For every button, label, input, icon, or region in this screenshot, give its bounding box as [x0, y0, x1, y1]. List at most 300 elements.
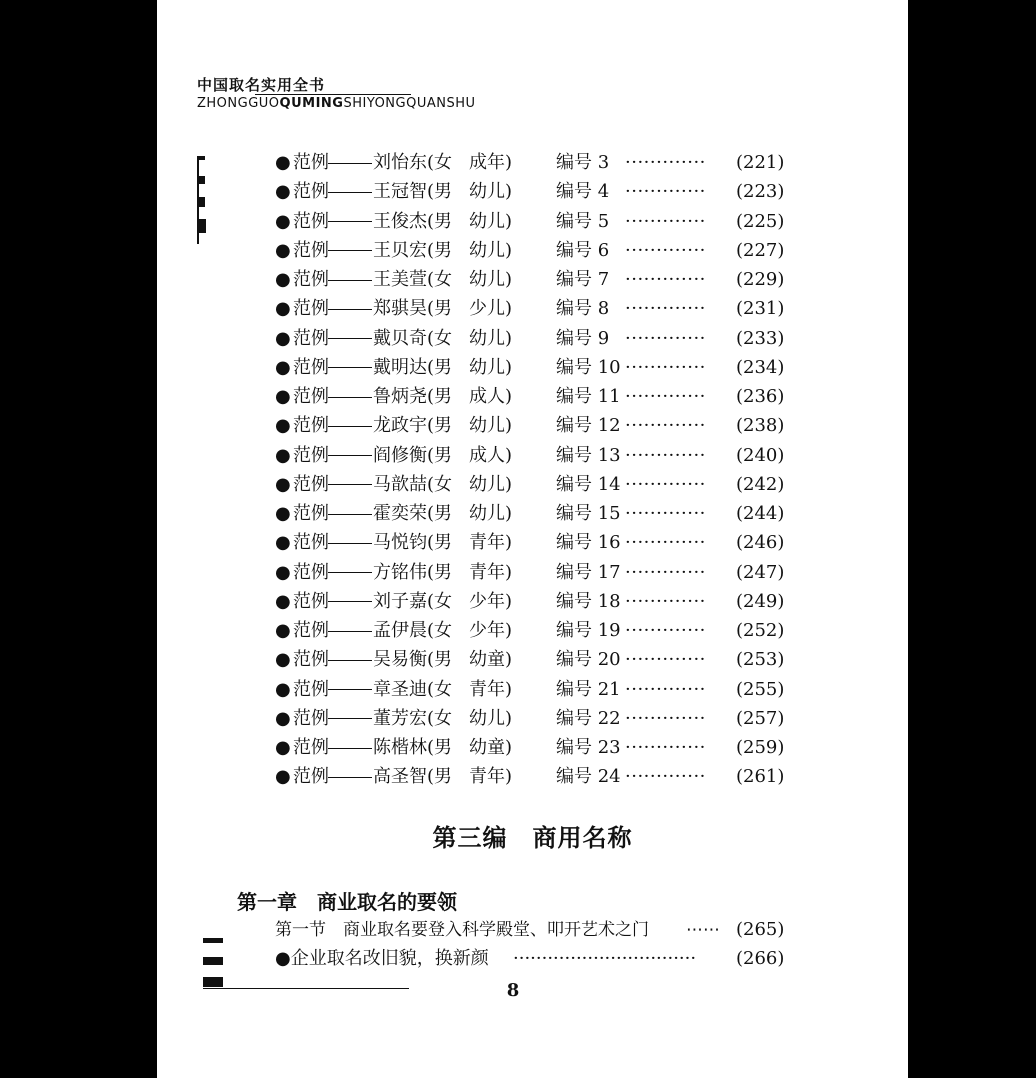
toc-page-number: 234	[743, 356, 778, 378]
toc-entry-age: 幼儿)	[469, 473, 513, 495]
em-dash	[328, 777, 372, 778]
toc-entry-page: (229)	[736, 269, 785, 290]
toc-entry-gender: (女	[427, 473, 453, 495]
toc-entry-label: 范例	[293, 356, 329, 378]
toc-page-number: 257	[743, 707, 778, 729]
leader-dots: ·············	[625, 444, 706, 466]
header-pinyin-part3: SHIYONGQUANSHU	[343, 96, 476, 111]
section-entry	[275, 917, 795, 943]
toc-entry-page: (249)	[736, 590, 785, 612]
toc-entry-age: 幼童)	[469, 737, 513, 758]
toc-page-number: 236	[743, 386, 778, 407]
em-dash	[328, 660, 372, 661]
age-value: 青年	[469, 766, 505, 788]
em-dash	[328, 192, 372, 193]
bullet-icon: ●	[275, 590, 291, 612]
age-value: 少儿	[469, 298, 505, 320]
toc-entry-name: 董芳宏	[373, 707, 427, 729]
bullet-icon: ●	[275, 649, 291, 671]
toc-page-number: 225	[743, 210, 778, 232]
age-value: 成人	[469, 444, 505, 466]
toc-entry-code: 编号 15	[556, 503, 621, 524]
toc-entry-page: (221)	[736, 152, 785, 173]
gender-value: 男	[434, 561, 453, 583]
gender-value: 男	[434, 415, 453, 437]
toc-page-number: 242	[743, 473, 778, 495]
age-value: 幼儿	[469, 327, 505, 349]
em-dash	[328, 572, 372, 573]
toc-entry-age: 幼儿)	[469, 181, 513, 203]
bullet-icon: ●	[275, 210, 291, 232]
toc-entry-label: 范例	[293, 707, 329, 729]
em-dash	[328, 250, 372, 251]
toc-entry-age: 幼儿)	[469, 239, 513, 261]
toc-entry-name: 方铭伟	[373, 561, 427, 583]
toc-entry	[275, 238, 785, 264]
leader-dots: ·············	[625, 620, 706, 641]
toc-entry-gender: (男	[427, 766, 453, 788]
toc-entry-gender: (男	[427, 503, 453, 524]
book-page	[157, 0, 908, 1078]
toc-entry-age: 幼儿)	[469, 415, 513, 437]
toc-entry-gender: (男	[427, 649, 453, 671]
leader-dots: ································	[513, 948, 697, 969]
toc-entry	[275, 735, 785, 761]
em-dash	[328, 543, 372, 544]
leader-dots: ·············	[625, 327, 706, 349]
leader-dots: ·············	[625, 269, 706, 290]
section-page-number: 265	[743, 919, 778, 940]
em-dash	[328, 367, 372, 368]
gender-value: 男	[434, 503, 453, 524]
page-number: 8	[506, 980, 520, 1001]
toc-page-number: 253	[743, 649, 778, 671]
bullet-icon: ●	[275, 444, 291, 466]
bullet-icon: ●	[275, 298, 291, 320]
toc-entry	[275, 413, 785, 439]
em-dash	[328, 484, 372, 485]
toc-entry-code: 编号 22	[556, 707, 621, 729]
em-dash	[328, 163, 372, 164]
toc-entry-code: 编号 17	[556, 561, 621, 583]
bullet-icon: ●	[275, 239, 291, 261]
gender-value: 男	[434, 181, 453, 203]
toc-entry	[275, 560, 785, 586]
toc-page-number: 233	[743, 327, 778, 349]
bullet-icon: ●	[275, 948, 291, 969]
toc-entry	[275, 706, 785, 732]
bullet-icon: ●	[275, 532, 291, 554]
toc-entry-gender: (男	[427, 210, 453, 232]
toc-entry-age: 成人)	[469, 386, 513, 407]
gender-value: 女	[434, 707, 453, 729]
toc-entry-code: 编号 7	[556, 269, 610, 290]
toc-page-number: 249	[743, 590, 778, 612]
toc-entry-age: 幼儿)	[469, 269, 513, 290]
gender-value: 男	[434, 766, 453, 788]
toc-entry-age: 幼儿)	[469, 707, 513, 729]
toc-entry-label: 范例	[293, 327, 329, 349]
side-mark-top-1	[197, 156, 205, 160]
toc-entry-gender: (男	[427, 737, 453, 758]
toc-page-number: 231	[743, 298, 778, 320]
toc-entry-age: 少儿)	[469, 298, 513, 320]
leader-dots: ·············	[625, 503, 706, 524]
toc-page-number: 244	[743, 503, 778, 524]
leader-dots: ·············	[625, 181, 706, 203]
toc-entry-code: 编号 24	[556, 766, 621, 788]
toc-page-number: 259	[743, 737, 778, 758]
leader-dots: ·············	[625, 239, 706, 261]
toc-entry-label: 范例	[293, 532, 329, 554]
toc-entry-name: 霍奕荣	[373, 503, 427, 524]
age-value: 幼儿	[469, 269, 505, 290]
leader-dots: ·············	[625, 356, 706, 378]
bullet-icon: ●	[275, 181, 291, 203]
em-dash	[328, 601, 372, 602]
toc-entry-name: 章圣迪	[373, 678, 427, 700]
gender-value: 男	[434, 239, 453, 261]
header-pinyin-part2: QUMING	[279, 96, 344, 111]
bullet-icon: ●	[275, 269, 291, 290]
em-dash	[328, 689, 372, 690]
toc-entry-code: 编号 19	[556, 620, 621, 641]
gender-value: 男	[434, 444, 453, 466]
toc-entry-page: (261)	[736, 766, 785, 788]
age-value: 青年	[469, 532, 505, 554]
age-value: 幼童	[469, 737, 505, 758]
em-dash	[328, 514, 372, 515]
toc-entry-page: (242)	[736, 473, 785, 495]
toc-entry-label: 范例	[293, 444, 329, 466]
toc-entry-gender: (女	[427, 590, 453, 612]
toc-entry-label: 范例	[293, 210, 329, 232]
toc-entry-page: (240)	[736, 444, 785, 466]
toc-entry-page: (233)	[736, 327, 785, 349]
toc-entry-name: 戴明达	[373, 356, 427, 378]
toc-entry-name: 陈楷林	[373, 737, 427, 758]
toc-entry	[275, 647, 785, 673]
toc-entry-label: 范例	[293, 678, 329, 700]
gender-value: 女	[434, 590, 453, 612]
toc-entry-code: 编号 18	[556, 590, 621, 612]
side-mark-bottom-1	[203, 938, 223, 943]
toc-entry-label: 范例	[293, 766, 329, 788]
em-dash	[328, 455, 372, 456]
toc-page-number: 238	[743, 415, 778, 437]
toc-entry-gender: (男	[427, 532, 453, 554]
toc-entry-page: (247)	[736, 561, 785, 583]
toc-entry-gender: (女	[427, 152, 453, 173]
age-value: 少年	[469, 590, 505, 612]
toc-entry-age: 青年)	[469, 678, 513, 700]
bullet-icon: ●	[275, 707, 291, 729]
gender-value: 女	[434, 327, 453, 349]
toc-entry-code: 编号 16	[556, 532, 621, 554]
toc-entry-name: 马歆喆	[373, 473, 427, 495]
age-value: 青年	[469, 678, 505, 700]
toc-entry-gender: (男	[427, 386, 453, 407]
toc-entry-label: 范例	[293, 473, 329, 495]
leader-dots: ·············	[625, 766, 706, 788]
toc-entry-label: 范例	[293, 561, 329, 583]
bullet-page-number: 266	[743, 948, 778, 969]
toc-entry	[275, 150, 785, 176]
toc-entry-name: 高圣智	[373, 766, 427, 788]
toc-entry-name: 刘怡东	[373, 152, 427, 173]
leader-dots: ·············	[625, 707, 706, 729]
toc-entry-page: (255)	[736, 678, 785, 700]
toc-entry	[275, 179, 785, 205]
em-dash	[328, 397, 372, 398]
age-value: 幼儿	[469, 503, 505, 524]
running-header-pinyin	[197, 96, 476, 111]
toc-entry-label: 范例	[293, 590, 329, 612]
bullet-icon: ●	[275, 386, 291, 407]
toc-entry	[275, 355, 785, 381]
toc-entry-age: 幼儿)	[469, 503, 513, 524]
bullet-entry-page: (266)	[736, 948, 785, 969]
age-value: 幼儿	[469, 415, 505, 437]
side-mark-top-4	[197, 219, 206, 233]
toc-entry-age: 少年)	[469, 620, 513, 641]
toc-entry-gender: (女	[427, 707, 453, 729]
toc-entry-code: 编号 13	[556, 444, 621, 466]
leader-dots: ·············	[625, 678, 706, 700]
gender-value: 男	[434, 386, 453, 407]
gender-value: 男	[434, 532, 453, 554]
em-dash	[328, 338, 372, 339]
toc-page-number: 229	[743, 269, 778, 290]
toc-entry-gender: (女	[427, 327, 453, 349]
toc-entry-code: 编号 20	[556, 649, 621, 671]
toc-entry	[275, 677, 785, 703]
em-dash	[328, 631, 372, 632]
toc-entry-label: 范例	[293, 269, 329, 290]
toc-entry-name: 孟伊晨	[373, 620, 427, 641]
running-header-title: 中国取名实用全书	[197, 76, 326, 94]
leader-dots: ·············	[625, 210, 706, 232]
toc-entry	[275, 209, 785, 235]
toc-entry-name: 吴易衡	[373, 649, 427, 671]
toc-entry-page: (238)	[736, 415, 785, 437]
gender-value: 男	[434, 649, 453, 671]
gender-value: 女	[434, 620, 453, 641]
leader-dots: ·············	[625, 649, 706, 671]
toc-entry-page: (244)	[736, 503, 785, 524]
toc-page-number: 252	[743, 620, 778, 641]
leader-dots: ⋯⋯	[686, 920, 720, 940]
toc-entry-code: 编号 23	[556, 737, 621, 758]
toc-entry-page: (252)	[736, 620, 785, 641]
toc-entry-age: 少年)	[469, 590, 513, 612]
toc-entry-label: 范例	[293, 239, 329, 261]
header-rule	[255, 94, 411, 95]
toc-entry-name: 王冠智	[373, 181, 427, 203]
toc-entry-gender: (女	[427, 620, 453, 641]
age-value: 幼儿	[469, 356, 505, 378]
toc-entry-name: 王俊杰	[373, 210, 427, 232]
toc-page-number: 223	[743, 181, 778, 203]
gender-value: 女	[434, 152, 453, 173]
toc-entry-gender: (女	[427, 269, 453, 290]
side-mark-top-3	[197, 197, 205, 207]
toc-entry-name: 阎修衡	[373, 444, 427, 466]
toc-entry	[275, 326, 785, 352]
toc-entry-page: (259)	[736, 737, 785, 758]
toc-entry-gender: (女	[427, 678, 453, 700]
em-dash	[328, 426, 372, 427]
gender-value: 男	[434, 356, 453, 378]
leader-dots: ·············	[625, 415, 706, 437]
toc-entry-gender: (男	[427, 415, 453, 437]
toc-entry-code: 编号 4	[556, 181, 610, 203]
toc-entry	[275, 589, 785, 615]
toc-entry-name: 郑骐昊	[373, 298, 427, 320]
age-value: 少年	[469, 620, 505, 641]
age-value: 幼童	[469, 649, 505, 671]
toc-page-number: 240	[743, 444, 778, 466]
bullet-entry-text: 企业取名改旧貌，换新颜	[290, 948, 489, 969]
toc-entry-label: 范例	[293, 503, 329, 524]
toc-entry-label: 范例	[293, 649, 329, 671]
bullet-entry	[275, 946, 795, 972]
toc-entry-age: 青年)	[469, 766, 513, 788]
toc-page-number: 221	[743, 152, 778, 173]
toc-entry	[275, 618, 785, 644]
toc-entry-page: (227)	[736, 239, 785, 261]
toc-entry-code: 编号 6	[556, 239, 610, 261]
toc-entry-code: 编号 11	[556, 386, 621, 407]
toc-page-number: 246	[743, 532, 778, 554]
toc-entry	[275, 267, 785, 293]
bullet-icon: ●	[275, 327, 291, 349]
toc-entry-name: 鲁炳尧	[373, 386, 427, 407]
em-dash	[328, 309, 372, 310]
leader-dots: ·············	[625, 561, 706, 583]
toc-entry	[275, 443, 785, 469]
toc-entry	[275, 764, 785, 790]
toc-entry	[275, 472, 785, 498]
leader-dots: ·············	[625, 152, 706, 173]
toc-entry-label: 范例	[293, 298, 329, 320]
toc-entry	[275, 530, 785, 556]
toc-entry-page: (253)	[736, 649, 785, 671]
age-value: 青年	[469, 561, 505, 583]
toc-entry-name: 王美萱	[373, 269, 427, 290]
section-entry-text: 第一节 商业取名要登入科学殿堂、叩开艺术之门	[275, 920, 649, 940]
leader-dots: ·············	[625, 386, 706, 407]
toc-entry-name: 刘子嘉	[373, 590, 427, 612]
age-value: 幼儿	[469, 210, 505, 232]
header-pinyin-part1: ZHONGGUO	[197, 96, 280, 111]
gender-value: 男	[434, 210, 453, 232]
toc-entry-page: (236)	[736, 386, 785, 407]
toc-entry-name: 王贝宏	[373, 239, 427, 261]
toc-entry-page: (234)	[736, 356, 785, 378]
toc-entry-code: 编号 8	[556, 298, 610, 320]
gender-value: 女	[434, 269, 453, 290]
toc-entry-page: (225)	[736, 210, 785, 232]
em-dash	[328, 221, 372, 222]
toc-entry-age: 成年)	[469, 152, 513, 173]
em-dash	[328, 718, 372, 719]
bullet-icon: ●	[275, 473, 291, 495]
toc-entry-code: 编号 10	[556, 356, 621, 378]
bullet-icon: ●	[275, 766, 291, 788]
leader-dots: ·············	[625, 532, 706, 554]
gender-value: 男	[434, 737, 453, 758]
leader-dots: ·············	[625, 473, 706, 495]
toc-entry-code: 编号 14	[556, 473, 621, 495]
bullet-icon: ●	[275, 356, 291, 378]
toc-entry-label: 范例	[293, 415, 329, 437]
toc-entry-gender: (男	[427, 444, 453, 466]
toc-entry-code: 编号 3	[556, 152, 610, 173]
toc-entry-age: 成人)	[469, 444, 513, 466]
toc-entry-code: 编号 5	[556, 210, 610, 232]
part-title: 第三编 商用名称	[432, 824, 633, 852]
section-entry-page: (265)	[736, 919, 785, 940]
toc-entry	[275, 296, 785, 322]
side-mark-bottom-2	[203, 957, 223, 965]
bullet-icon: ●	[275, 561, 291, 583]
toc-entry-age: 幼儿)	[469, 210, 513, 232]
toc-entry-gender: (男	[427, 239, 453, 261]
toc-entry-name: 戴贝奇	[373, 327, 427, 349]
toc-entry	[275, 501, 785, 527]
toc-entry-label: 范例	[293, 152, 329, 173]
age-value: 幼儿	[469, 181, 505, 203]
leader-dots: ·············	[625, 590, 706, 612]
toc-entry-name: 马悦钧	[373, 532, 427, 554]
toc-entry-gender: (男	[427, 356, 453, 378]
toc-entry-label: 范例	[293, 386, 329, 407]
bullet-icon: ●	[275, 678, 291, 700]
toc-entry-age: 幼童)	[469, 649, 513, 671]
toc-entry-page: (257)	[736, 707, 785, 729]
leader-dots: ·············	[625, 298, 706, 320]
bullet-icon: ●	[275, 415, 291, 437]
gender-value: 女	[434, 473, 453, 495]
toc-page-number: 227	[743, 239, 778, 261]
toc-page-number: 261	[743, 766, 778, 788]
toc-entry-label: 范例	[293, 620, 329, 641]
toc-entry-gender: (男	[427, 181, 453, 203]
bullet-icon: ●	[275, 503, 291, 524]
em-dash	[328, 748, 372, 749]
gender-value: 女	[434, 678, 453, 700]
toc-entry-age: 幼儿)	[469, 356, 513, 378]
toc-entry-code: 编号 12	[556, 415, 621, 437]
toc-entry-label: 范例	[293, 181, 329, 203]
bullet-icon: ●	[275, 737, 291, 758]
toc-entry-label: 范例	[293, 737, 329, 758]
bullet-icon: ●	[275, 152, 291, 173]
side-mark-top-2	[197, 176, 205, 184]
toc-entry-age: 青年)	[469, 561, 513, 583]
bullet-icon: ●	[275, 620, 291, 641]
toc-entry-page: (223)	[736, 181, 785, 203]
age-value: 幼儿	[469, 707, 505, 729]
toc-entry	[275, 384, 785, 410]
toc-page-number: 247	[743, 561, 778, 583]
age-value: 成年	[469, 152, 505, 173]
chapter-title: 第一章 商业取名的要领	[237, 890, 457, 914]
toc-entry-name: 龙政宇	[373, 415, 427, 437]
toc-entry-age: 青年)	[469, 532, 513, 554]
toc-entry-code: 编号 21	[556, 678, 621, 700]
